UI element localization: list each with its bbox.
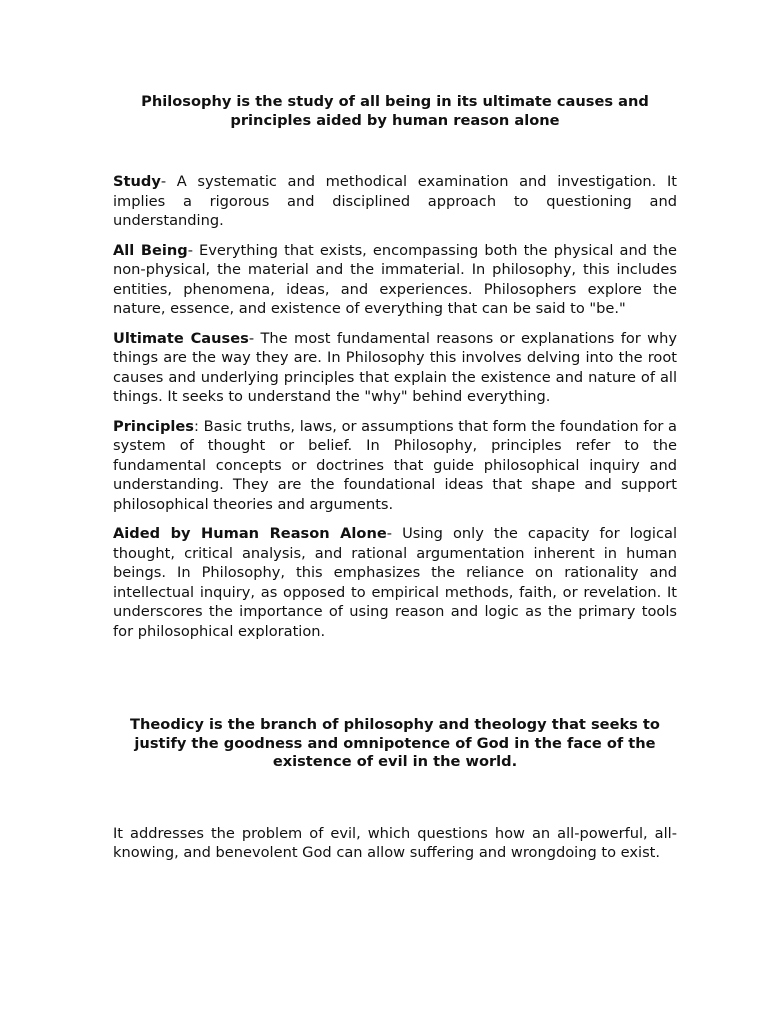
heading-philosophy-definition: Philosophy is the study of all being in its ultimate causes and principles aided by human reason alone — [141, 93, 649, 129]
definition-ultimate-causes — [113, 329, 677, 407]
term-all-being: All Being — [113, 241, 188, 259]
definition-aided-by-human-reason — [113, 524, 677, 641]
definition-aided-by-human-reason-text: - Using only the capacity for logical thought, critical analysis, and rational argumentation inherent in human beings. In Philosophy, this emphasizes the reliance on rationality and intellectual inquiry, as opposed to empirical methods, faith, or revelation. It underscores the importance of using reason and logic as the primary tools for philosophical exploration. — [113, 525, 677, 640]
term-principles: Principles — [113, 417, 194, 435]
term-study: Study — [113, 173, 161, 190]
term-ultimate-causes: Ultimate Causes — [113, 329, 249, 347]
term-aided-by-human-reason: Aided by Human Reason Alone — [113, 525, 387, 542]
definitions-list — [113, 172, 677, 651]
definition-principles — [113, 417, 677, 515]
definition-all-being — [113, 241, 677, 319]
definition-study-text: - A systematic and methodical examination and investigation. It implies a rigorous and disciplined approach to questioning and understanding. — [113, 173, 677, 229]
definition-study — [113, 172, 677, 231]
definition-ultimate-causes-text: - The most fundamental reasons or explanations for why things are the way they are. In Philosophy this involves delving into the root causes and underlying principles that explain the existence and nature of all things. It seeks to understand the "why" behind everything. — [113, 329, 677, 405]
heading-theodicy-definition: Theodicy is the branch of philosophy and theology that seeks to justify the goodness and omnipotence of God in the face of the existence of evil in the world. — [130, 716, 660, 770]
paragraph-problem-of-evil: It addresses the problem of evil, which questions how an all-powerful, all-knowing, and benevolent God can allow suffering and wrongdoing to exist. — [113, 825, 677, 861]
definition-principles-text: : Basic truths, laws, or assumptions that form the foundation for a system of thought or belief. In Philosophy, principles refer to the fundamental concepts or doctrines that guide philosophical inquiry and understanding. They are the foundational ideas that shape and support philosophical theories and arguments. — [113, 417, 677, 513]
definition-all-being-text: - Everything that exists, encompassing both the physical and the non-physical, the material and the immaterial. In philosophy, this includes entities, phenomena, ideas, and experiences. Philosophers explore the nature, essence, and existence of everything that can be said to "be." — [113, 241, 677, 317]
